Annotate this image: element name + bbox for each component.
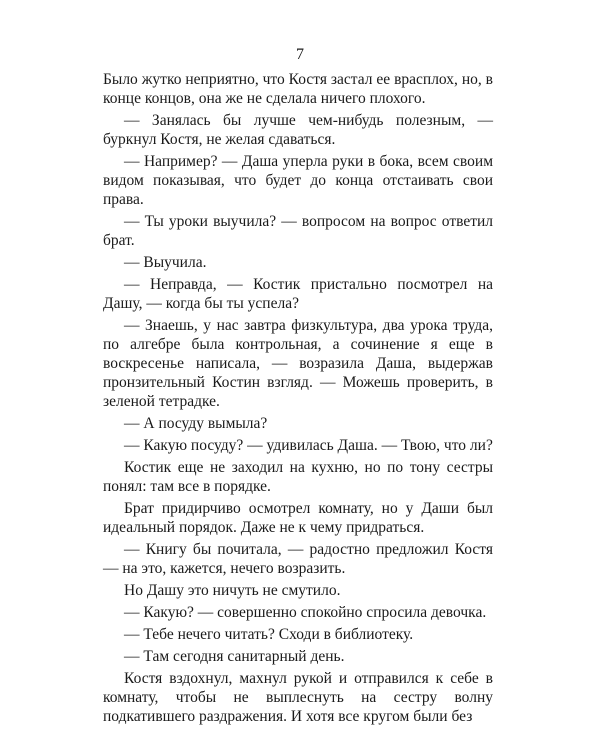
page-number: 7: [296, 46, 304, 63]
paragraph: — Ты уроки выучила? — вопросом на вопрос ответил брат.: [103, 213, 493, 249]
paragraph: — Выучила.: [124, 254, 207, 271]
paragraph: Было жутко неприятно, что Костя застал ее врасплох, но, в конце концов, она же не сделала ничего плохого.: [103, 71, 493, 107]
paragraph: Брат придирчиво осмотрел комнату, но у Даши был идеальный порядок. Даже не к чему придраться.: [103, 500, 493, 536]
paragraph: Костя вздохнул, махнул рукой и отправился к себе в комнату, чтобы не выплеснуть на сестру волну подкатившего раздражения. И хотя все кругом были без: [103, 670, 493, 725]
paragraph: — Какую? — совершенно спокойно спросила девочка.: [124, 604, 487, 621]
paragraph: — Знаешь, у нас завтра физкультура, два урока труда, по алгебре была контрольная, а сочинение я еще в воскресенье написала, — возразила Даша, выдержав пронзительный Костин взгляд. — Можешь проверить, в зеленой тетрадке.: [103, 317, 493, 410]
paragraph: Но Дашу это ничуть не смутило.: [124, 582, 341, 599]
page-text: [103, 70, 493, 729]
paragraph: Костик еще не заходил на кухню, но по тону сестры понял: там все в порядке.: [103, 459, 493, 495]
paragraph: — Там сегодня санитарный день.: [124, 648, 345, 665]
paragraph: — Какую посуду? — удивилась Даша. — Твою, что ли?: [124, 437, 493, 454]
paragraph: — Занялась бы лучше чем-нибудь полезным, — буркнул Костя, не желая сдаваться.: [103, 112, 493, 148]
paragraph: — Тебе нечего читать? Сходи в библиотеку.: [124, 626, 414, 643]
paragraph: — Например? — Даша уперла руки в бока, всем своим видом показывая, что будет до конца отстаивать свои права.: [103, 153, 493, 208]
paragraph: — А посуду вымыла?: [124, 415, 268, 432]
paragraph: — Книгу бы почитала, — радостно предложил Костя — на это, кажется, нечего возразить.: [103, 541, 493, 577]
paragraph: — Неправда, — Костик пристально посмотрел на Дашу, — когда бы ты успела?: [103, 276, 493, 312]
